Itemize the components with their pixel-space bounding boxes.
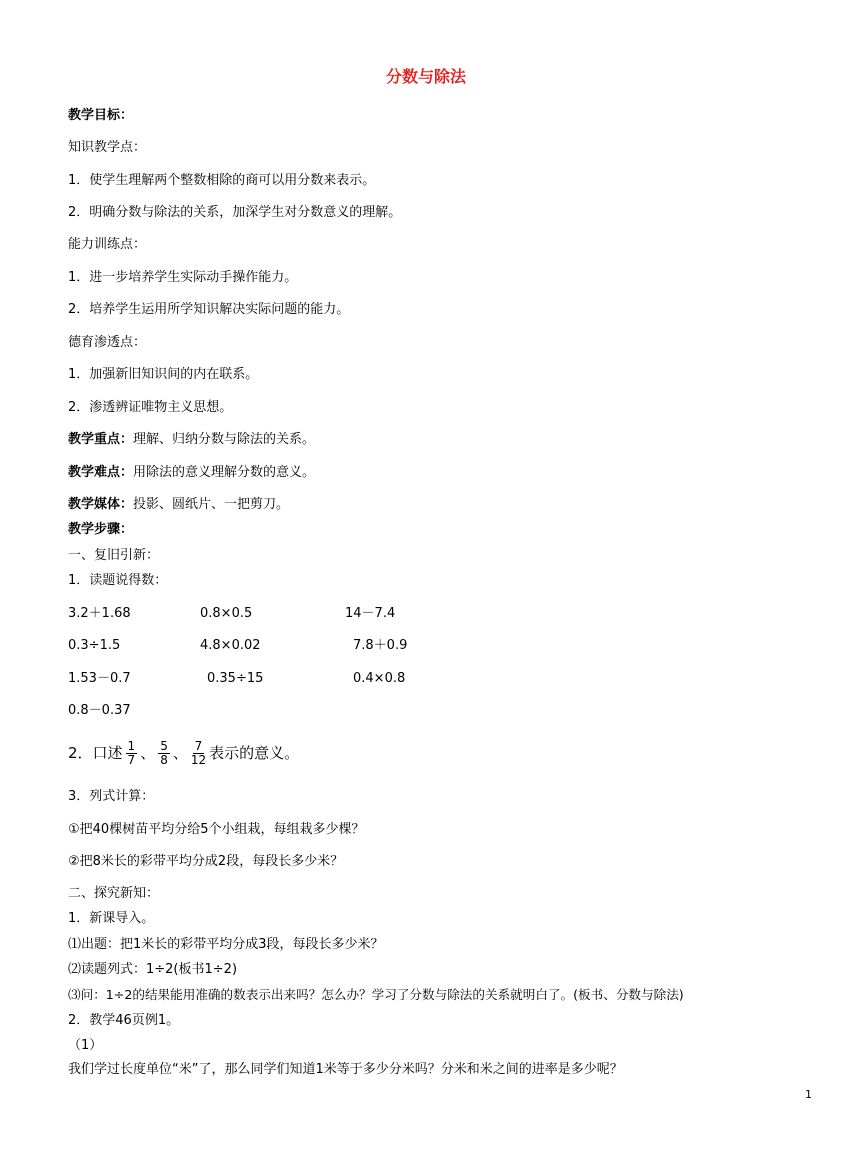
page-number: 1 (805, 1088, 812, 1101)
media-label: 教学媒体： (68, 497, 134, 512)
knowledge-heading: 知识教学点： (68, 140, 147, 155)
new-item-1: 1．新课导入。 (68, 911, 155, 926)
calc-r3c2: 0.35÷15 (207, 671, 264, 686)
calc-r3c1: 1.53－0.7 (68, 671, 131, 686)
explore-heading: 二、探究新知： (68, 886, 160, 901)
oral-sep-2: 、 (172, 744, 188, 762)
key-point-label: 教学重点： (68, 432, 134, 447)
fraction-1-7: $\frac{1}{7}$ (127, 739, 136, 767)
new-item-1a: ⑴出题：把1米长的彩带平均分成3段，每段长多少米？ (68, 937, 384, 952)
moral-heading: 德育渗透点： (68, 335, 147, 350)
difficulty-label: 教学难点： (68, 465, 134, 480)
calc-r4c1: 0.8－0.37 (68, 703, 131, 718)
fraction-5-8: $\frac{5}{8}$ (160, 739, 168, 767)
ability-item-1: 1．进一步培养学生实际动手操作能力。 (68, 270, 298, 285)
new-item-2: 2．教学46页例1。 (68, 1013, 180, 1028)
new-item-2a: （1） (68, 1038, 103, 1053)
difficulty-text: 用除法的意义理解分数的意义。 (133, 465, 316, 480)
calc-r3c3: 0.4×0.8 (353, 671, 406, 686)
review-heading: 一、复旧引新： (68, 548, 160, 563)
calc-r2c2: 4.8×0.02 (200, 638, 261, 653)
oral-prefix: 2．口述 (68, 744, 123, 762)
media-text: 投影、圆纸片、一把剪刀。 (133, 497, 290, 512)
knowledge-item-2: 2．明确分数与除法的关系，加深学生对分数意义的理解。 (68, 205, 402, 220)
oral-suffix: 表示的意义。 (209, 744, 300, 762)
document-title: 分数与除法 (385, 67, 466, 86)
ability-item-2: 2．培养学生运用所学知识解决实际问题的能力。 (68, 302, 350, 317)
knowledge-item-1: 1．使学生理解两个整数相除的商可以用分数来表示。 (68, 173, 376, 188)
calc-r2c3: 7.8＋0.9 (353, 638, 408, 653)
difficulty-point (68, 465, 315, 481)
calc-r2c1: 0.3÷1.5 (68, 638, 121, 653)
calc-r1c2: 0.8×0.5 (200, 606, 253, 621)
moral-item-1: 1．加强新旧知识间的内在联系。 (68, 367, 259, 382)
question-1: ①把40棵树苗平均分给5个小组栽，每组栽多少棵？ (68, 822, 365, 837)
moral-item-2: 2．渗透辨证唯物主义思想。 (68, 400, 233, 415)
calc-r1c1: 3.2＋1.68 (68, 606, 131, 621)
ability-heading: 能力训练点： (68, 237, 147, 252)
new-item-1c: ⑶问：1÷2的结果能用准确的数表示出来吗？怎么办？学习了分数与除法的关系就明白了。(板书、分数与除法) (68, 987, 684, 1002)
media (68, 497, 289, 513)
fraction-7-12: $\frac{7}{12}$ (190, 739, 207, 767)
objectives-heading: 教学目标： (68, 108, 134, 123)
oral-fractions-line (68, 736, 299, 770)
review-item-1: 1．读题说得数： (68, 573, 168, 588)
question-2: ②把8米长的彩带平均分成2段，每段长多少米？ (68, 854, 344, 869)
calc-r1c3: 14－7.4 (345, 606, 396, 621)
new-item-1b: ⑵读题列式：1÷2(板书1÷2) (68, 962, 238, 977)
key-point-text: 理解、归纳分数与除法的关系。 (133, 432, 316, 447)
list-calc-heading: 3．列式计算： (68, 789, 155, 804)
new-item-2b: 我们学过长度单位“米”了，那么同学们知道1米等于多少分米吗？分米和米之间的进率是多少呢？ (68, 1062, 623, 1077)
steps-heading: 教学步骤： (68, 522, 134, 537)
key-point (68, 432, 315, 448)
oral-sep-1: 、 (140, 744, 156, 762)
